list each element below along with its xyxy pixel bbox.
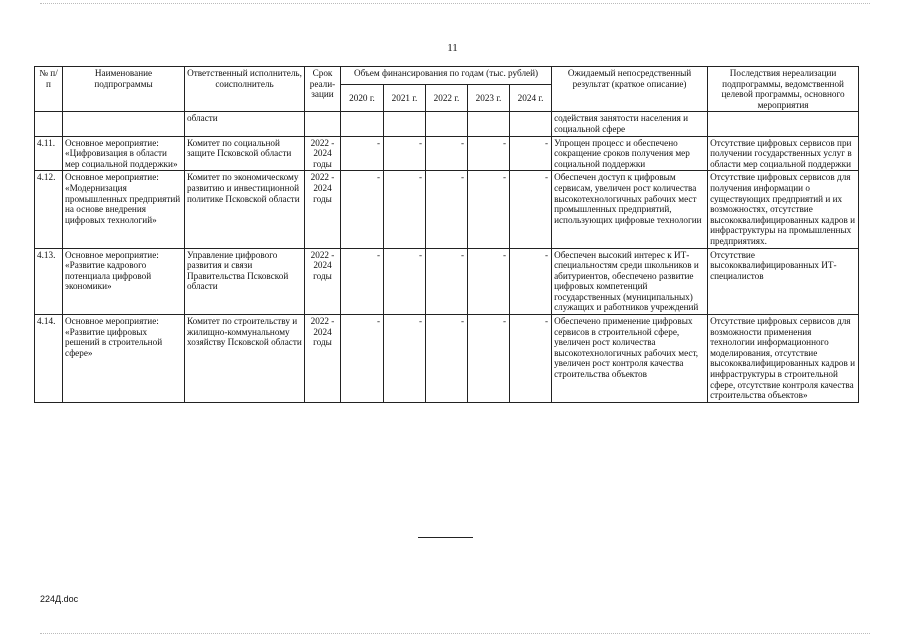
row-num: 4.11. — [35, 136, 63, 171]
row-term: 2022 - 2024 годы — [305, 315, 341, 403]
row-year-value: - — [468, 248, 510, 315]
header-name: Наименование подпрограммы — [63, 67, 185, 112]
row-year-value: - — [384, 248, 426, 315]
row-year-value: - — [468, 315, 510, 403]
row-year-value — [510, 112, 552, 136]
table-row — [35, 171, 859, 248]
row-num: 4.14. — [35, 315, 63, 403]
row-responsible: Комитет по экономическому развитию и инвестиционной политике Псковской области — [185, 171, 305, 248]
row-term — [305, 112, 341, 136]
header-num: № п/п — [35, 67, 63, 112]
row-year-value: - — [384, 136, 426, 171]
row-year-value: - — [510, 136, 552, 171]
row-consequences: Отсутствие цифровых сервисов для получения информации о существующих предприятий и их возможностях, отсутствие высококвалифицированных кадров и инфраструктуры на промышленных предприятиях. — [708, 171, 859, 248]
row-year-value — [426, 112, 468, 136]
row-responsible: Комитет по социальной защите Псковской области — [185, 136, 305, 171]
row-year-value: - — [510, 171, 552, 248]
row-name: Основное мероприятие: «Цифровизация в области мер социальной поддержки» — [63, 136, 185, 171]
row-year-value: - — [384, 171, 426, 248]
row-name: Основное мероприятие: «Модернизация промышленных предприятий на основе внедрения цифровых технологий» — [63, 171, 185, 248]
row-year-value: - — [426, 171, 468, 248]
row-year-value: - — [426, 248, 468, 315]
row-year-value: - — [468, 171, 510, 248]
row-result: Обеспечено применение цифровых сервисов в строительной сфере, увеличен рост количества высокотехнологичных рабочих мест, увеличен рост контроля качества строительства объектов — [552, 315, 708, 403]
row-term: 2022 - 2024 годы — [305, 248, 341, 315]
row-year-value: - — [426, 315, 468, 403]
scan-edge-top — [40, 3, 870, 4]
header-year: 2022 г. — [426, 85, 468, 112]
row-num: 4.13. — [35, 248, 63, 315]
row-name: Основное мероприятие: «Развитие кадрового потенциала цифровой экономики» — [63, 248, 185, 315]
header-result: Ожидаемый непосредственный результат (краткое описание) — [552, 67, 708, 112]
row-consequences: Отсутствие цифровых сервисов при получении государственных услуг в области мер социальной поддержки — [708, 136, 859, 171]
row-year-value — [341, 112, 384, 136]
table-row — [35, 315, 859, 403]
row-responsible: Управление цифрового развития и связи Правительства Псковской области — [185, 248, 305, 315]
row-result: Упрощен процесс и обеспечено сокращение сроков получения мер социальной поддержки — [552, 136, 708, 171]
row-num: 4.12. — [35, 171, 63, 248]
file-name: 224Д.doc — [40, 594, 79, 604]
page-number: 11 — [447, 42, 458, 54]
row-name: Основное мероприятие: «Развитие цифровых решений в строительной сфере» — [63, 315, 185, 403]
row-year-value — [468, 112, 510, 136]
row-year-value: - — [341, 171, 384, 248]
header-row — [35, 67, 859, 85]
row-result: Обеспечен доступ к цифровым сервисам, увеличен рост количества высокотехнологичных рабочих мест промышленных предприятий, использующих цифровые технологии — [552, 171, 708, 248]
program-table — [34, 66, 859, 403]
row-responsible: Комитет по строительству и жилищно-коммунальному хозяйству Псковской области — [185, 315, 305, 403]
table-row — [35, 248, 859, 315]
header-consequences: Последствия нереализации подпрограммы, ведомственной целевой программы, основного мероприятия — [708, 67, 859, 112]
header-year: 2020 г. — [341, 85, 384, 112]
separator-line — [418, 537, 473, 538]
row-result: Обеспечен высокий интерес к ИТ-специальностям среди школьников и абитуриентов, обеспечено развитие цифровых компетенций государственных (муниципальных) служащих и работников учреждений — [552, 248, 708, 315]
row-num — [35, 112, 63, 136]
header-financing: Объем финансирования по годам (тыс. рублей) — [341, 67, 552, 85]
row-year-value: - — [468, 136, 510, 171]
row-consequences: Отсутствие цифровых сервисов для возможности применения технологии информационного моделирования, отсутствие высококвалифицированных кадров и инфраструктуры в строительной сфере, отсутствие контроля качества строительства объектов» — [708, 315, 859, 403]
row-name — [63, 112, 185, 136]
row-year-value: - — [510, 315, 552, 403]
row-responsible: области — [185, 112, 305, 136]
header-year: 2021 г. — [384, 85, 426, 112]
row-year-value: - — [341, 248, 384, 315]
header-year: 2024 г. — [510, 85, 552, 112]
header-term: Срок реали-зации — [305, 67, 341, 112]
scan-edge-bottom — [40, 633, 870, 634]
row-term: 2022 - 2024 годы — [305, 171, 341, 248]
row-consequences: Отсутствие высококвалифицированных ИТ-специалистов — [708, 248, 859, 315]
row-consequences — [708, 112, 859, 136]
row-year-value: - — [510, 248, 552, 315]
row-year-value: - — [384, 315, 426, 403]
row-year-value: - — [341, 315, 384, 403]
row-year-value: - — [426, 136, 468, 171]
row-year-value: - — [341, 136, 384, 171]
row-result: содействия занятости населения и социальной сфере — [552, 112, 708, 136]
row-term: 2022 - 2024 годы — [305, 136, 341, 171]
header-responsible: Ответственный исполнитель, соисполнитель — [185, 67, 305, 112]
row-year-value — [384, 112, 426, 136]
header-year: 2023 г. — [468, 85, 510, 112]
table-row — [35, 136, 859, 171]
table-row — [35, 112, 859, 136]
